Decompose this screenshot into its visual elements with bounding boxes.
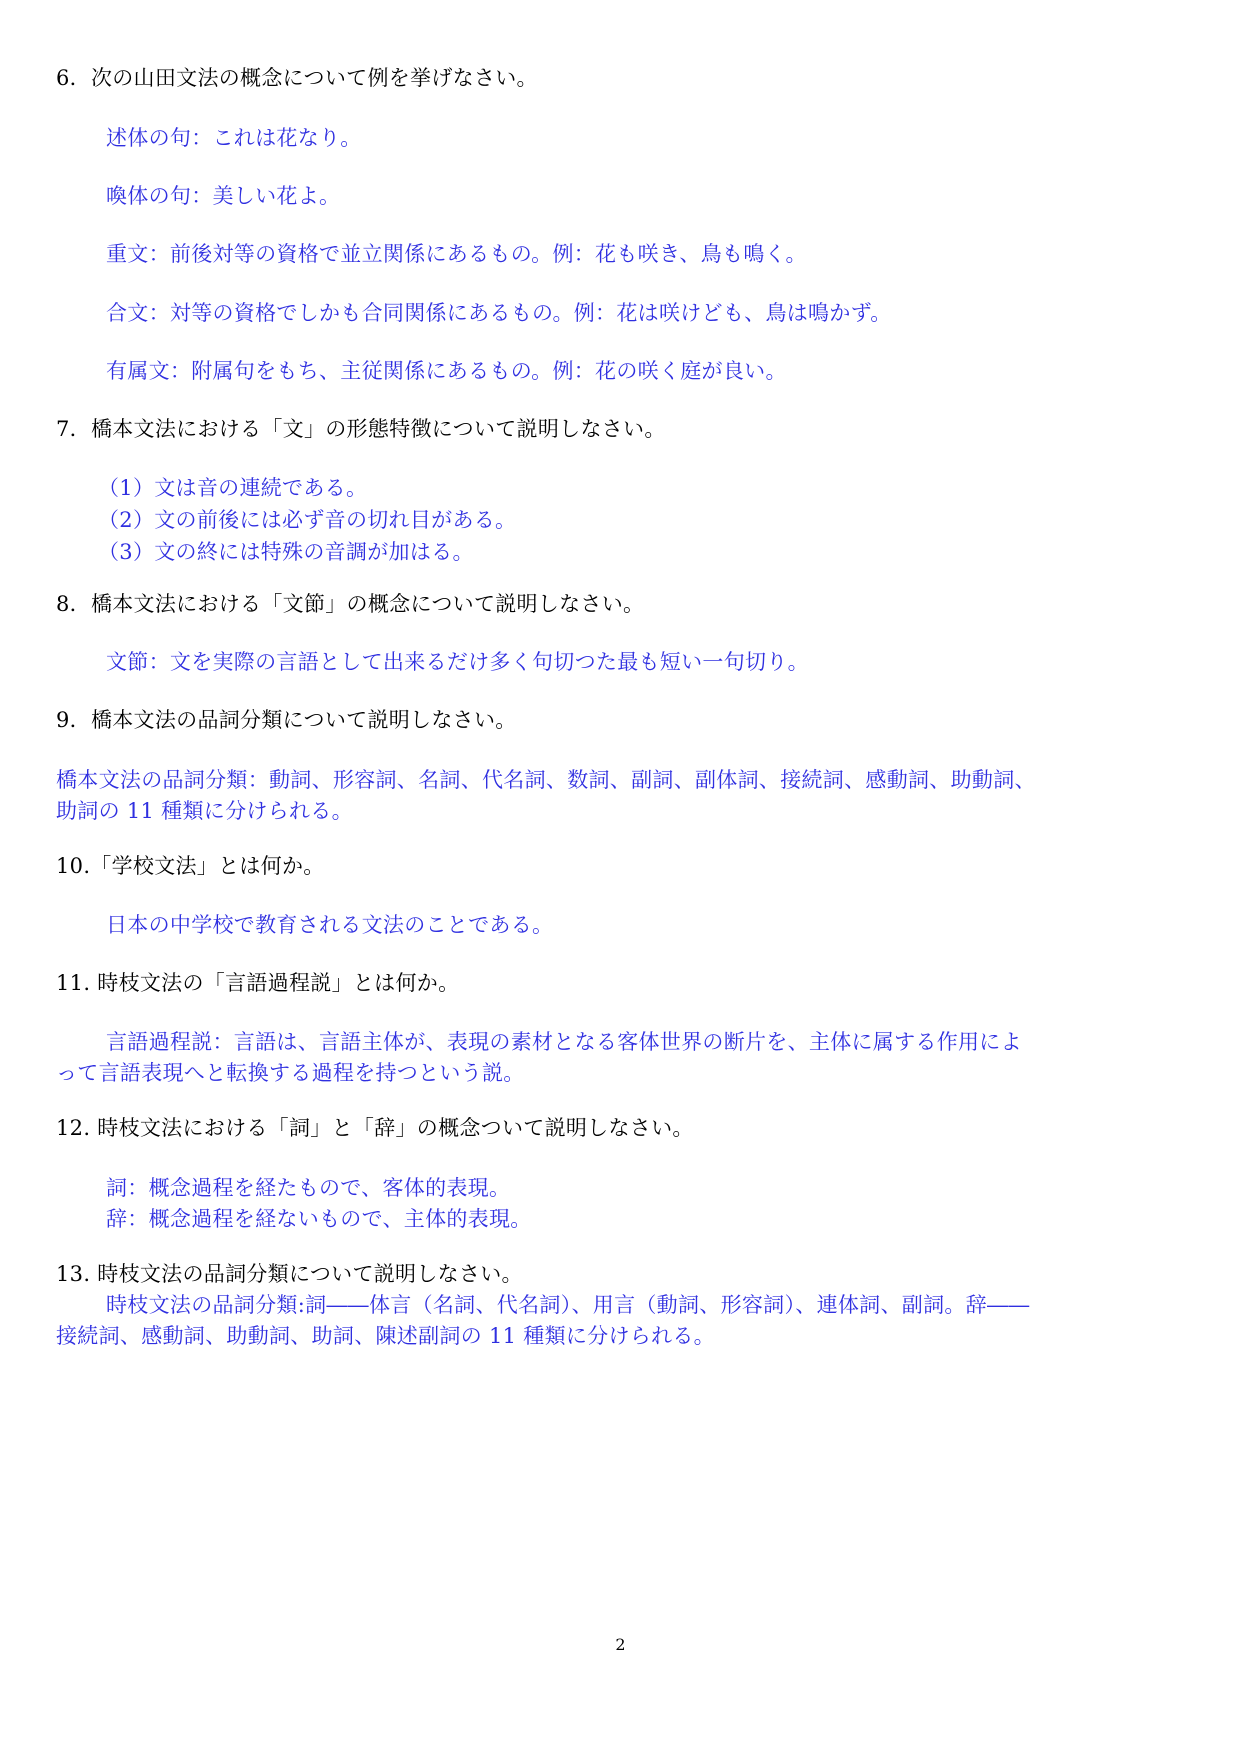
- answer-11-line-1: 言語過程説：言語は、言語主体が、表現の素材となる客体世界の断片を、主体に属する作用によ: [106, 1030, 1022, 1054]
- question-7: 7．橋本文法における「文」の形態特徴について説明しなさい。: [56, 417, 666, 441]
- answer-13-line-1: 時枝文法の品詞分類:詞――体言（名詞、代名詞）、用言（動詞、形容詞）、連体詞、副詞。辞――: [106, 1293, 1030, 1317]
- answer-12-2: 辞：概念過程を経ないもので、主体的表現。: [106, 1207, 532, 1231]
- answer-6-1: 述体の句：これは花なり。: [106, 126, 362, 150]
- answer-7-2: （2）文の前後には必ず音の切れ目がある。: [98, 508, 517, 532]
- answer-6-3: 重文：前後対等の資格で並立関係にあるもの。例：花も咲き、鳥も鳴く。: [106, 242, 807, 266]
- answer-6-5: 有属文：附属句をもち、主従関係にあるもの。例：花の咲く庭が良い。: [106, 359, 787, 383]
- question-9: 9．橋本文法の品詞分類について説明しなさい。: [56, 708, 517, 732]
- answer-8: 文節：文を実際の言語として出来るだけ多く句切つた最も短い一句切り。: [106, 650, 809, 674]
- answer-6-2: 喚体の句：美しい花よ。: [106, 184, 341, 208]
- question-6: 6．次の山田文法の概念について例を挙げなさい。: [56, 66, 538, 90]
- answer-9-line-1: 橋本文法の品詞分類：動詞、形容詞、名詞、代名詞、数詞、副詞、副体詞、接続詞、感動詞、助動詞、: [56, 768, 1036, 792]
- question-13: 13. 時枝文法の品詞分類について説明しなさい。: [56, 1262, 523, 1286]
- question-12: 12. 時枝文法における「詞」と「辞」の概念ついて説明しなさい。: [56, 1116, 694, 1140]
- question-11: 11. 時枝文法の「言語過程説」とは何か。: [56, 971, 460, 995]
- answer-6-4: 合文：対等の資格でしかも合同関係にあるもの。例：花は咲けども、鳥は鳴かず。: [106, 301, 892, 325]
- answer-12-1: 詞：概念過程を経たもので、客体的表現。: [106, 1176, 511, 1200]
- answer-9-line-2: 助詞の 11 種類に分けられる。: [56, 799, 353, 823]
- answer-10: 日本の中学校で教育される文法のことである。: [106, 913, 554, 937]
- answer-7-1: （1）文は音の連続である。: [98, 476, 368, 500]
- page-number: 2: [615, 1635, 626, 1654]
- answer-7-3: （3）文の終には特殊の音調が加はる。: [98, 540, 474, 564]
- question-8: 8．橋本文法における「文節」の概念について説明しなさい。: [56, 592, 645, 616]
- answer-13-line-2: 接続詞、感動詞、助動詞、助詞、陳述副詞の 11 種類に分けられる。: [56, 1324, 715, 1348]
- answer-11-line-2: って言語表現へと転換する過程を持つという説。: [56, 1061, 525, 1085]
- question-10: 10.「学校文法」とは何か。: [56, 854, 325, 878]
